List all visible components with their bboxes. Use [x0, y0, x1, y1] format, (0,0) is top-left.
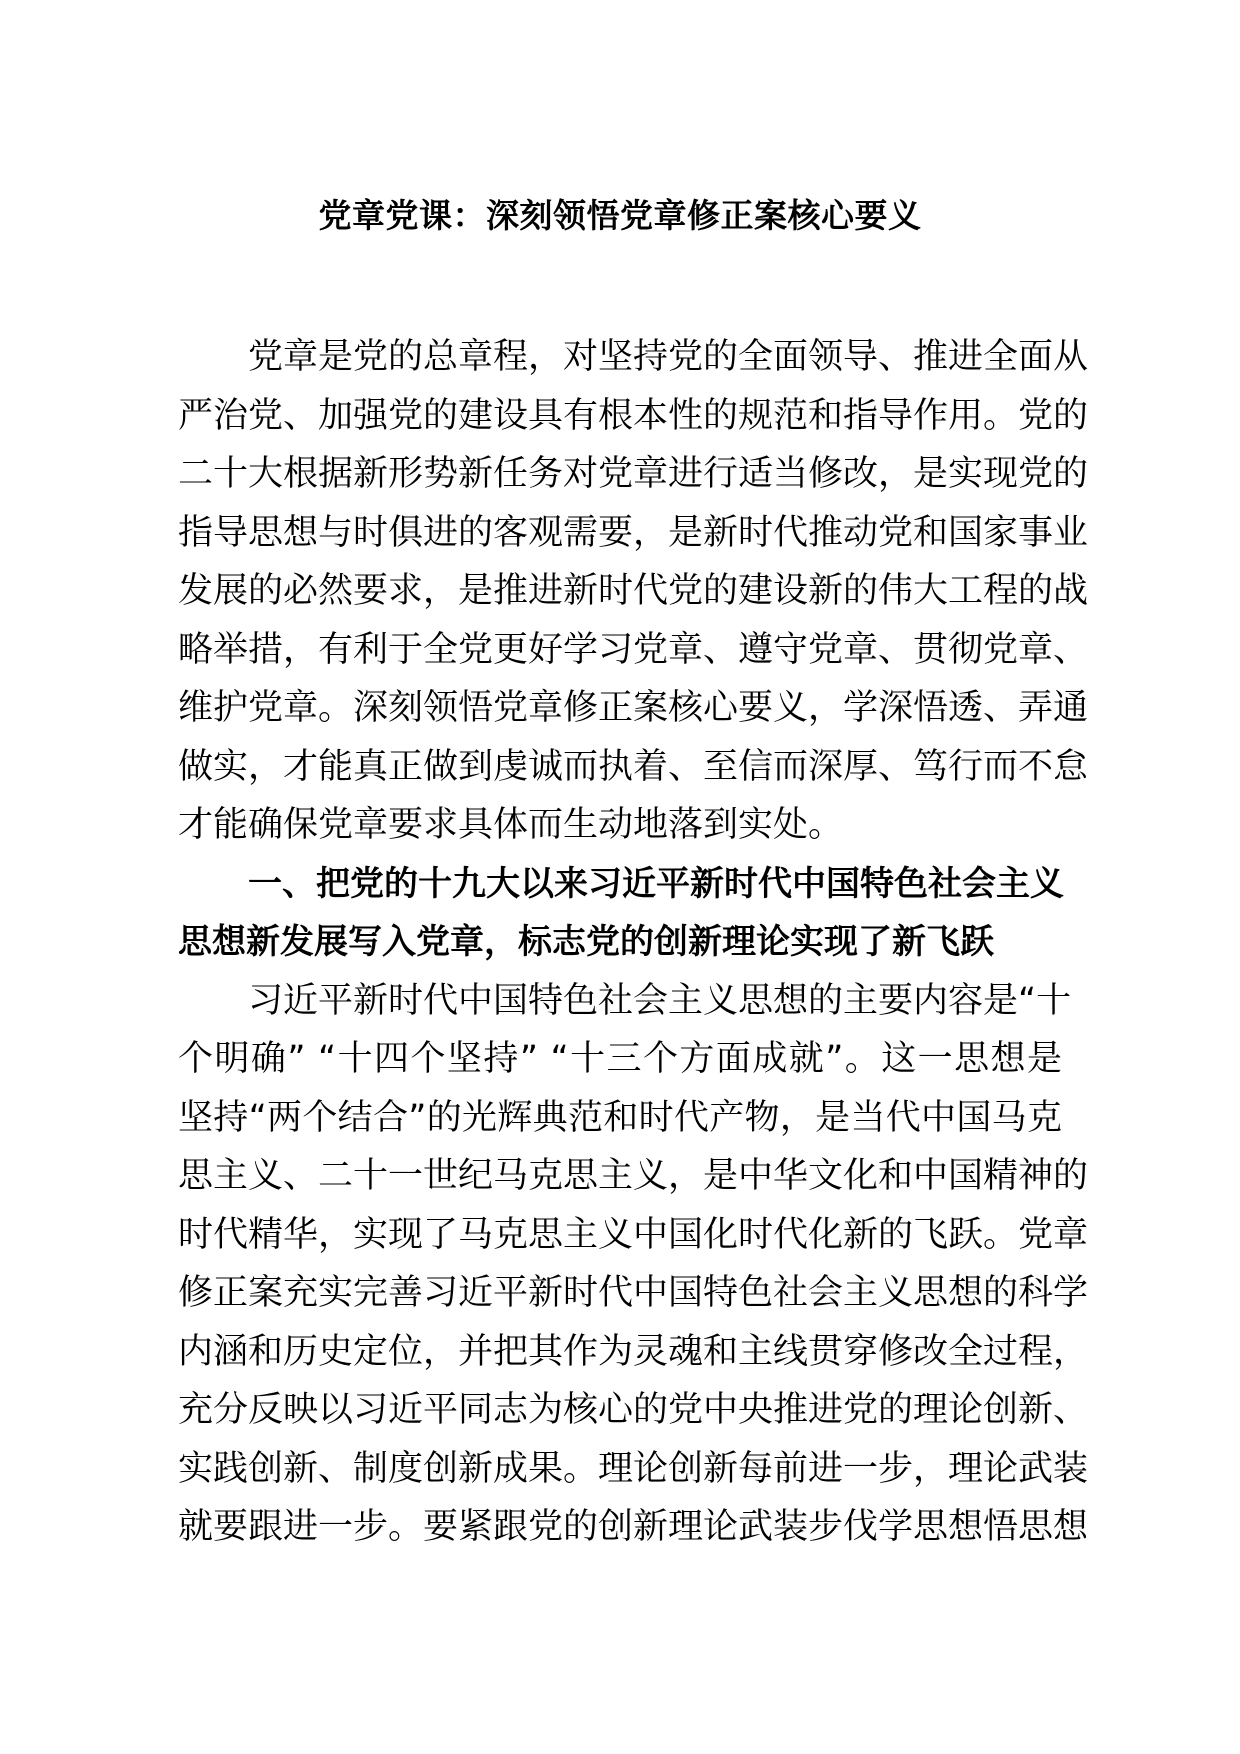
paragraph-2-line: 内涵和历史定位，并把其作为灵魂和主线贯穿修改全过程，: [178, 1331, 1089, 1372]
paragraph-1-line: 发展的必然要求，是推进新时代党的建设新的伟大工程的战: [178, 571, 1089, 611]
paragraph-2-line: 充分反映以习近平同志为核心的党中央推进党的理论创新、: [178, 1390, 1089, 1430]
paragraph-2-line: 修正案充实完善习近平新时代中国特色社会主义思想的科学: [178, 1273, 1089, 1313]
paragraph-1-line: 略举措，有利于全党更好学习党章、遵守党章、贯彻党章、: [178, 629, 1089, 670]
document-body: [178, 328, 1089, 1557]
paragraph-1-line: 做实，才能真正做到虔诚而执着、至信而深厚、笃行而不怠: [178, 746, 1089, 787]
paragraph-2-line: 就要跟进一步。要紧跟党的创新理论武装步伐学思想悟思想: [178, 1507, 1089, 1547]
paragraph-2-line: 个明确” “十四个坚持” “十三个方面成就”。这一思想是: [178, 1039, 1062, 1079]
paragraph-1-line: 才能确保党章要求具体而生动地落到实处。: [178, 805, 844, 845]
paragraph-1-line: 党章是党的总章程，对坚持党的全面领导、推进全面从: [248, 337, 1089, 377]
paragraph-1-line: 严治党、加强党的建设具有根本性的规范和指导作用。党的: [178, 395, 1089, 436]
section-heading-line: 思想新发展写入党章，标志党的创新理论实现了新飞跃: [178, 922, 994, 962]
paragraph-2-line: 坚持“两个结合”的光辉典范和时代产物，是当代中国马克: [178, 1097, 1062, 1138]
paragraph-2-line: 思主义、二十一世纪马克思主义，是中华文化和中国精神的: [178, 1156, 1089, 1196]
paragraph-2-line: 时代精华，实现了马克思主义中国化时代化新的飞跃。党章: [178, 1214, 1089, 1255]
document-title: 党章党课：深刻领悟党章修正案核心要义: [318, 196, 922, 235]
paragraph-1-line: 指导思想与时俱进的客观需要，是新时代推动党和国家事业: [178, 512, 1089, 553]
paragraph-2-line: 实践创新、制度创新成果。理论创新每前进一步，理论武装: [178, 1448, 1089, 1489]
paragraph-1-line: 二十大根据新形势新任务对党章进行适当修改，是实现党的: [178, 454, 1089, 494]
paragraph-1-line: 维护党章。深刻领悟党章修正案核心要义，学深悟透、弄通: [178, 688, 1089, 728]
section-heading-line: 一、把党的十九大以来习近平新时代中国特色社会主义: [248, 863, 1064, 904]
paragraph-2-line: 习近平新时代中国特色社会主义思想的主要内容是“十: [248, 980, 1072, 1021]
